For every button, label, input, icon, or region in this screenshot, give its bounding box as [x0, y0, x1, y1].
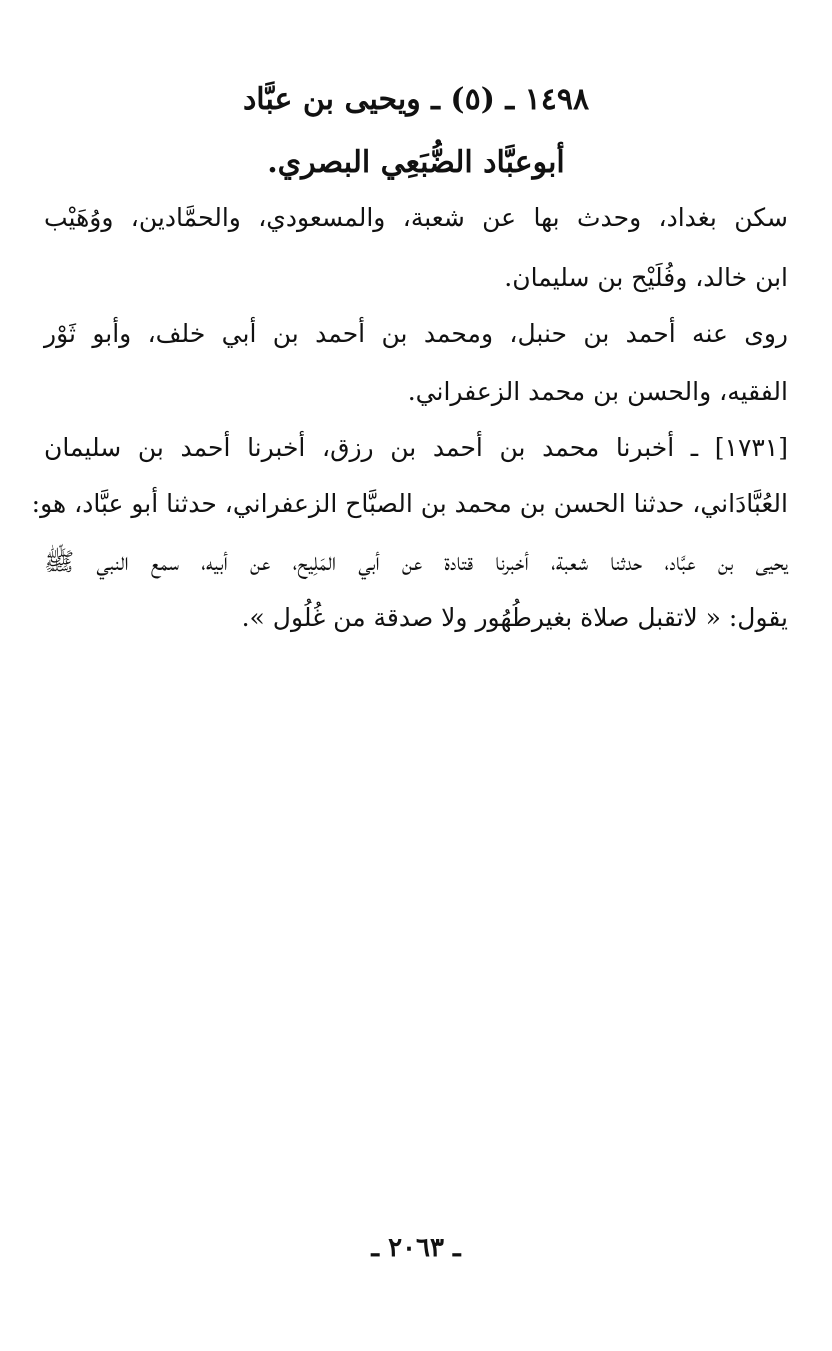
paragraph-1-line-2: ابن خالد، وفُلَيْح بن سليمان.	[504, 263, 788, 292]
page-number: ـ ٢٠٦٣ ـ	[371, 1233, 461, 1263]
paragraph-1-line-1: سكن بغداد، وحدث بها عن شعبة، والمسعودي، والحمَّادين، ووُهَيْب	[44, 203, 788, 232]
hadith-line-2: العُبَّادَاني، حدثنا الحسن بن محمد بن الصبَّاح الزعفراني، حدثنا أبو عبَّاد، هو:	[31, 489, 788, 518]
hadith-line-1: [١٧٣١] ـ أخبرنا محمد بن أحمد بن رزق، أخبرنا أحمد بن سليمان	[44, 433, 788, 462]
paragraph-2-line-2: الفقيه، والحسن بن محمد الزعفراني.	[407, 377, 788, 406]
paragraph-2-line-1: روى عنه أحمد بن حنبل، ومحمد بن أحمد بن أبي خلف، وأبو ثَوْر	[44, 319, 788, 348]
hadith-line-4: يقول: « لاتقبل صلاة بغيرطُهُور ولا صدقة من غُلُول ».	[241, 603, 788, 632]
entry-title: ١٤٩٨ ـ (٥) ـ ويحيى بن عبَّاد	[242, 82, 590, 117]
entry-subtitle: أبوعبَّاد الضُّبَعِي البصري.	[267, 145, 565, 180]
hadith-line-3: يحيى بن عبَّاد، حدثنا شعبة، أخبرنا قتادة عن أبي المَلِيح، عن أبيه، سمع النبي ﷺ	[44, 547, 788, 576]
